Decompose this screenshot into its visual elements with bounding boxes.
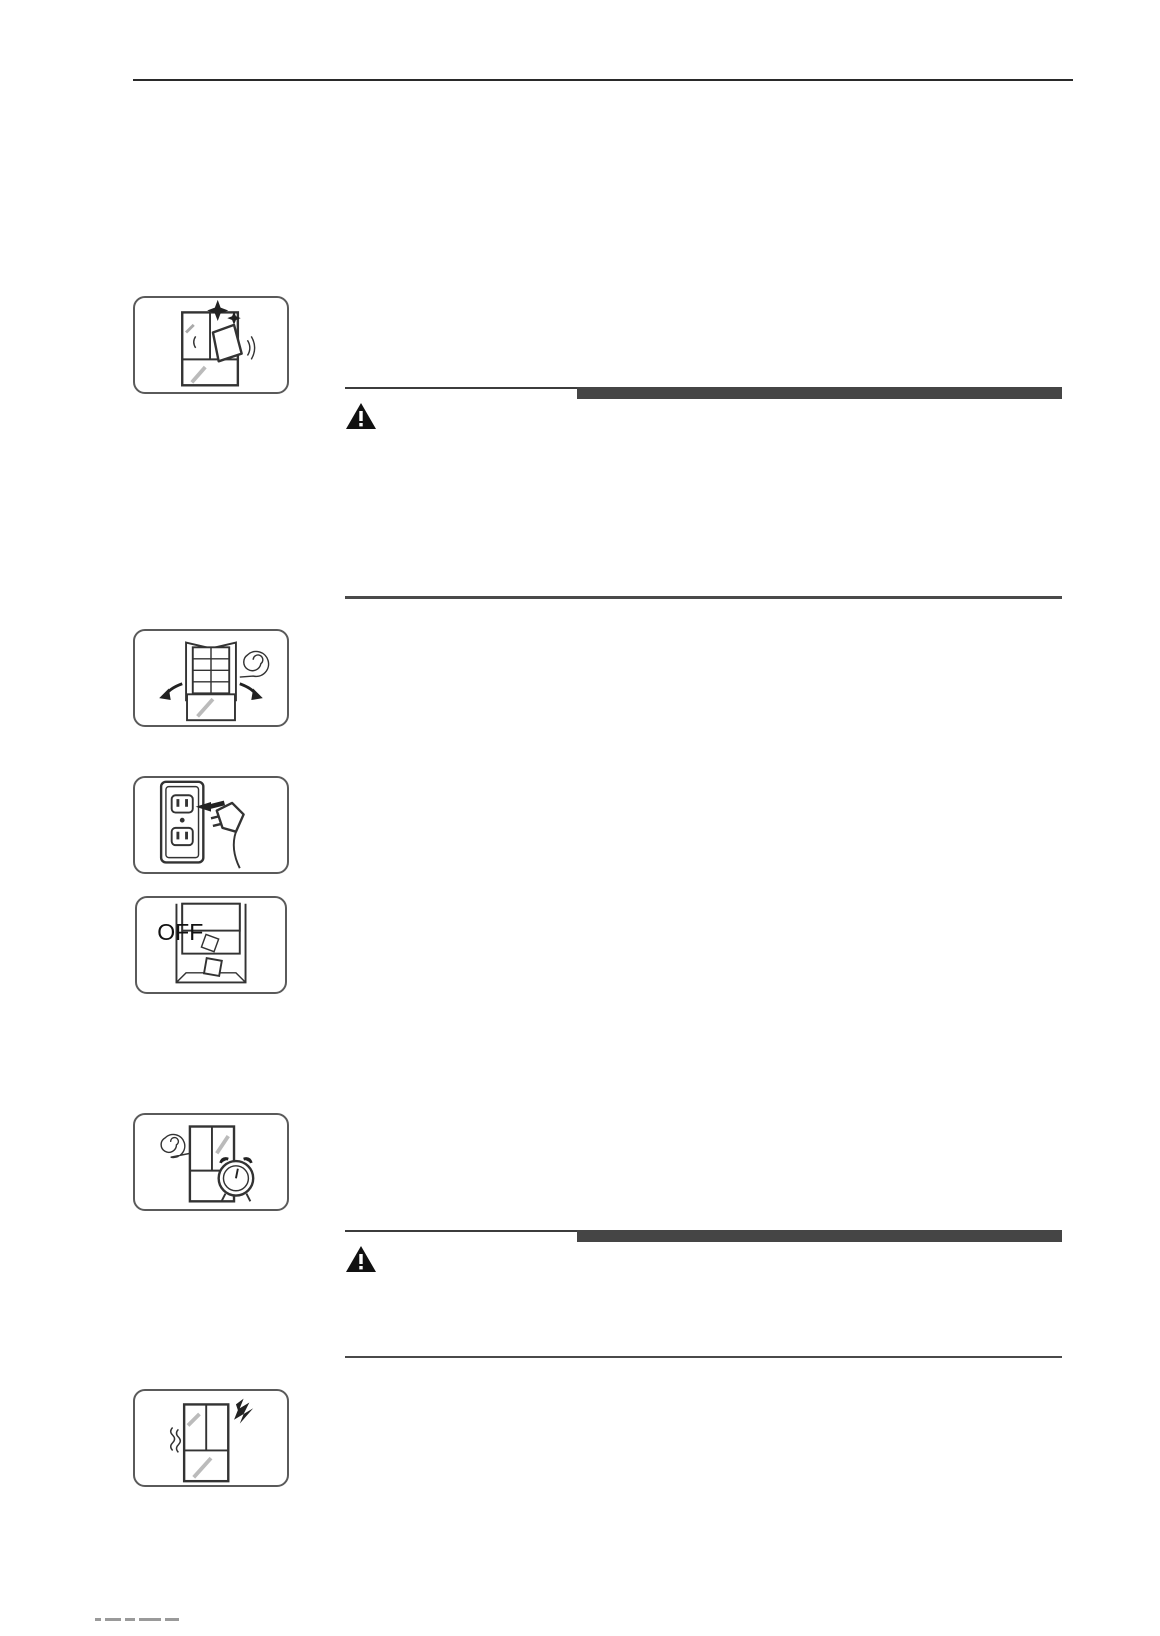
warning-triangle-icon: [345, 1245, 377, 1273]
wait-clock-icon: [133, 1113, 289, 1211]
refrigerator-cleaning-icon: [133, 296, 289, 394]
ice-maker-off-icon: [135, 896, 287, 994]
section-divider: [345, 1356, 1062, 1358]
plug-into-outlet-icon: [133, 776, 289, 874]
page-top-rule: [133, 79, 1073, 81]
footer-print-marks: [95, 1618, 235, 1624]
warning-triangle-icon: [345, 402, 377, 430]
doors-open-airing-icon: [133, 629, 289, 727]
ice-maker-off-label: OFF: [157, 919, 204, 946]
warning-header-bar: [345, 1230, 1062, 1244]
section-divider: [345, 596, 1062, 599]
refrigerator-noise-icon: [133, 1389, 289, 1487]
warning-header-bar: [345, 387, 1062, 401]
